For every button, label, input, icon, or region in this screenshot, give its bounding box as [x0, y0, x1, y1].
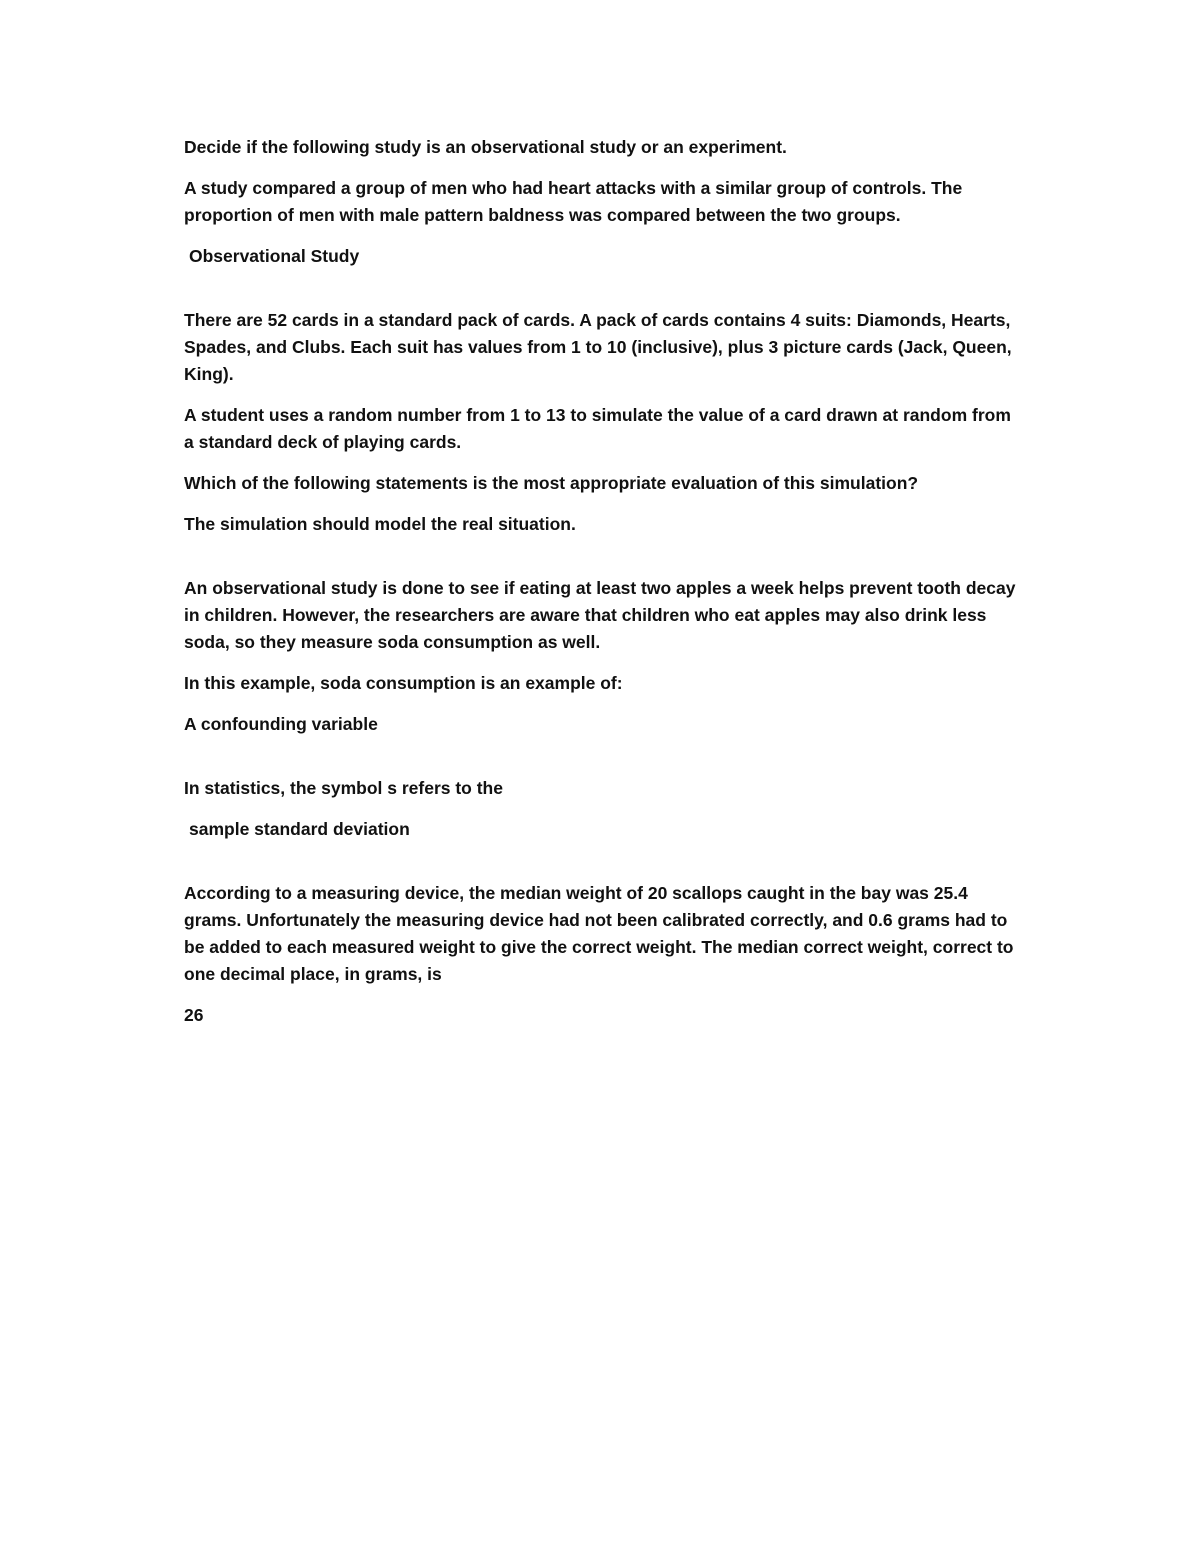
question-block-5	[184, 880, 1024, 1029]
q2-scenario: A student uses a random number from 1 to 13 to simulate the value of a card drawn at random from a standard deck of playing cards.	[184, 405, 1011, 452]
q1-prompt: Decide if the following study is an observational study or an experiment.	[184, 137, 787, 157]
q3-answer: A confounding variable	[184, 714, 378, 734]
q2-question: Which of the following statements is the most appropriate evaluation of this simulation?	[184, 473, 919, 493]
q1-body: A study compared a group of men who had heart attacks with a similar group of controls. The proportion of men with male pattern baldness was compared between the two groups.	[184, 178, 963, 225]
q3-body: An observational study is done to see if eating at least two apples a week helps prevent tooth decay in children. However, the researchers are aware that children who eat apples may also drink less soda, so they measure soda consumption as well.	[184, 578, 1016, 652]
q2-context: There are 52 cards in a standard pack of cards. A pack of cards contains 4 suits: Diamonds, Hearts, Spades, and Clubs. Each suit has values from 1 to 10 (inclusive), plus 3 picture cards (Jack, Queen, King).	[184, 310, 1012, 384]
question-block-4	[184, 775, 1024, 843]
q1-answer: Observational Study	[189, 246, 360, 266]
q2-answer: The simulation should model the real situation.	[184, 514, 576, 534]
q4-answer: sample standard deviation	[189, 819, 410, 839]
question-block-3	[184, 575, 1024, 738]
document-body	[184, 134, 1024, 1043]
question-block-2	[184, 307, 1024, 538]
q3-question: In this example, soda consumption is an example of:	[184, 673, 623, 693]
q5-question: According to a measuring device, the median weight of 20 scallops caught in the bay was 25.4 grams. Unfortunately the measuring device had not been calibrated correctly, and 0.6 grams had to be added to each measured weight to give the correct weight. The median correct weight, correct to one decimal place, in grams, is	[184, 883, 1014, 984]
q4-question: In statistics, the symbol s refers to the	[184, 778, 503, 798]
q5-answer: 26	[184, 1005, 204, 1025]
question-block-1	[184, 134, 1024, 270]
